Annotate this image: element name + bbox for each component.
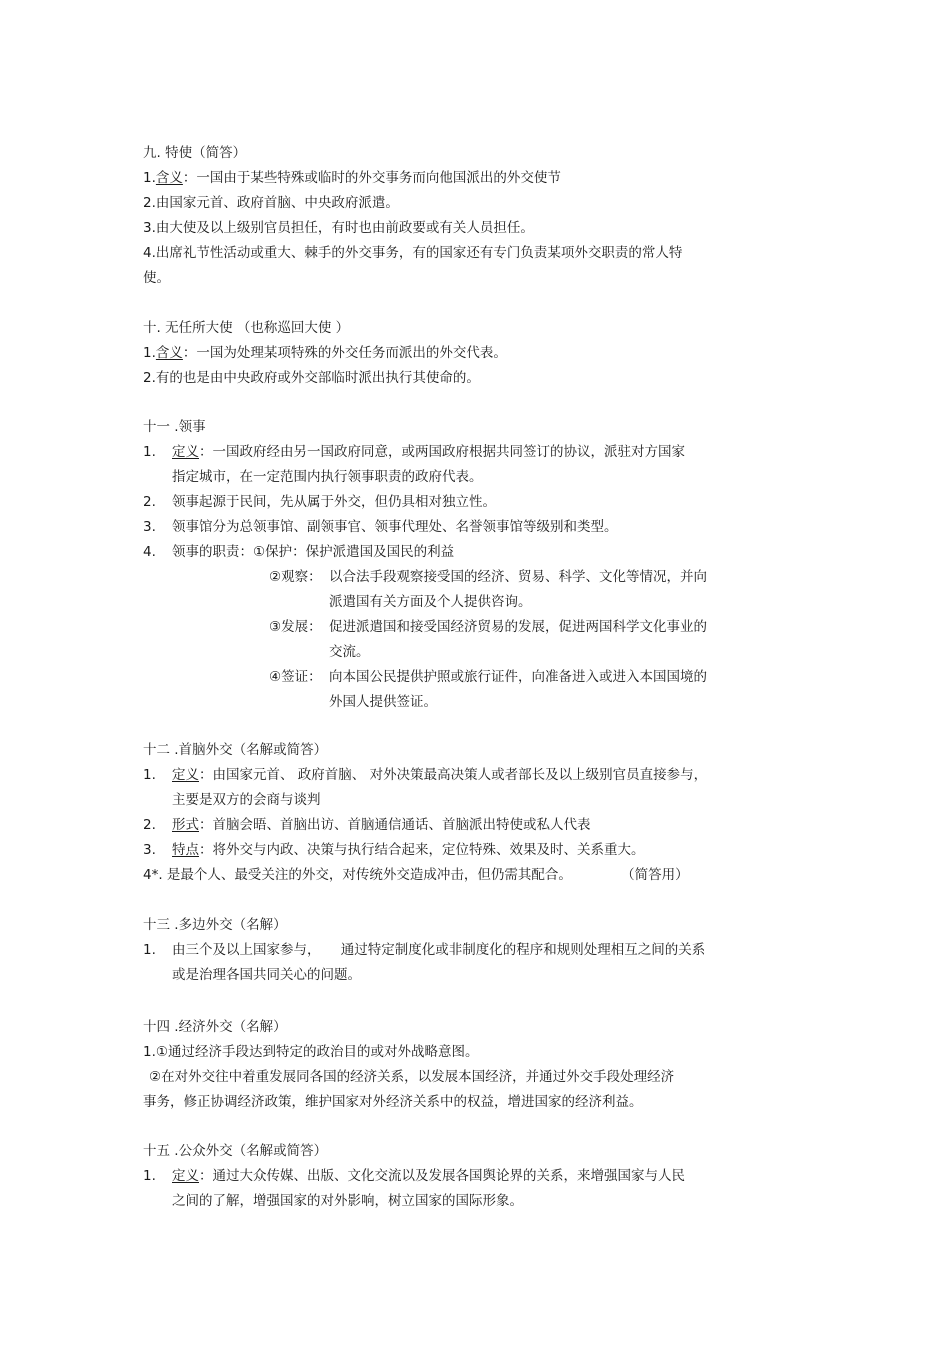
duty-observe [269,565,749,615]
section-summit-diplomacy [143,738,783,888]
list-item [143,938,783,988]
definition-term: 定义 [172,767,199,783]
item-text: 或是治理各国共同关心的问题。 [172,967,361,983]
definition-term: 定义 [172,444,199,460]
definition-text: ：一国政府经由另一国政府同意，或两国政府根据共同签订的协议，派驻对方国家 [199,444,685,460]
item-number: 1. [143,1168,156,1184]
section-title: 十一 .领事 [143,419,206,435]
section-title: 九. 特使（简答） [143,145,247,161]
list-item [143,863,783,888]
list-item [143,490,783,515]
item-number: 3. [143,519,156,535]
list-item-continuation: 使。 [143,270,170,286]
item-text: ：首脑会晤、首脑出访、首脑通信通话、首脑派出特使或私人代表 [199,817,591,833]
section-ambassador-at-large [143,316,783,391]
section-title: 十. 无任所大使 （也称巡回大使 ） [143,320,350,336]
list-item: 3.由大使及以上级别官员担任，有时也由前政要或有关人员担任。 [143,220,534,236]
item-number: 1. [143,345,156,361]
section-title: 十四 .经济外交（名解） [143,1019,287,1035]
definition-text: ：一国为处理某项特殊的外交任务而派出的外交代表。 [182,345,507,361]
item-number: 3. [143,842,156,858]
list-item [143,1164,783,1214]
item-number: 2. [143,494,156,510]
list-item [143,540,783,565]
list-item [143,838,783,863]
item-text: 领事馆分为总领事馆、副领事官、领事代理处、名誉领事馆等级别和类型。 [172,519,618,535]
definition-line [143,341,783,366]
list-item [143,440,783,490]
section-economic-diplomacy [143,1015,783,1115]
item-text: 领事起源于民间，先从属于外交，但仍具相对独立性。 [172,494,496,510]
definition-text: ：由国家元首、 政府首脑、 对外决策最高决策人或者部长及以上级别官员直接参与， [199,767,708,783]
list-item: 4.出席礼节性活动或重大、棘手的外交事务，有的国家还有专门负责某项外交职责的常人特 [143,245,683,261]
list-item: 1.①通过经济手段达到特定的政治目的或对外战略意图。 [143,1044,479,1060]
definition-term: 含义 [155,170,183,186]
item-number: 1. [143,767,156,783]
definition-term: 特点 [172,842,199,858]
section-special-envoy [143,141,783,291]
list-item [143,763,783,813]
definition-line [143,166,783,191]
list-item: 2.由国家元首、政府首脑、中央政府派遣。 [143,195,399,211]
list-item: ②在对外交往中着重发展同各国的经济关系，以发展本国经济，并通过外交手段处理经济 [149,1069,675,1085]
item-text: 由三个及以上国家参与， 通过特定制度化或非制度化的程序和规则处理相互之间的关系 [172,942,706,958]
item-number: 4. [143,544,156,560]
item-text: 4*. 是最个人、最受关注的外交，对传统外交造成冲击，但仍需其配合。 [143,867,572,883]
duty-develop [269,615,749,665]
definition-continuation: 之间的了解，增强国家的对外影响，树立国家的国际形象。 [172,1193,523,1209]
item-number: 2. [143,817,156,833]
duty-visa [269,665,749,715]
duty-label: ②观察： [269,569,322,585]
duty-text: 外国人提供签证。 [329,694,437,710]
item-text: 领事的职责：①保护：保护派遣国及国民的利益 [172,544,455,560]
item-number: 1. [143,444,156,460]
section-title: 十二 .首脑外交（名解或简答） [143,742,328,758]
list-item [143,515,783,540]
section-title: 十五 .公众外交（名解或简答） [143,1143,328,1159]
duty-text: 派遣国有关方面及个人提供咨询。 [329,594,532,610]
definition-text: ：一国由于某些特殊或临时的外交事务而向他国派出的外交使节 [182,170,561,186]
duty-label: ④签证： [269,669,322,685]
definition-text: ：通过大众传媒、出版、文化交流以及发展各国舆论界的关系，来增强国家与人民 [199,1168,685,1184]
list-item-continuation: 事务，修正协调经济政策，维护国家对外经济关系中的权益，增进国家的经济利益。 [143,1094,643,1110]
duty-text: 向本国公民提供护照或旅行证件，向准备进入或进入本国国境的 [329,669,707,685]
item-text: ：将外交与内政、决策与执行结合起来，定位特殊、效果及时、关系重大。 [199,842,645,858]
section-consul [143,415,783,715]
definition-term: 定义 [172,1168,199,1184]
definition-continuation: 主要是双方的会商与谈判 [172,792,321,808]
definition-term: 含义 [155,345,183,361]
duty-text: 促进派遣国和接受国经济贸易的发展，促进两国科学文化事业的 [329,619,707,635]
list-item [143,813,783,838]
section-title: 十三 .多边外交（名解） [143,917,287,933]
duty-text: 交流。 [329,644,370,660]
section-multilateral-diplomacy [143,913,783,988]
item-number: 1. [143,170,156,186]
duty-label: ③发展： [269,619,322,635]
item-note: （简答用） [627,867,689,883]
duty-text: 以合法手段观察接受国的经济、贸易、科学、文化等情况，并向 [329,569,707,585]
definition-term: 形式 [172,817,199,833]
item-number: 1. [143,942,156,958]
definition-continuation: 指定城市，在一定范围内执行领事职责的政府代表。 [172,469,483,485]
section-public-diplomacy [143,1139,783,1214]
list-item: 2.有的也是由中央政府或外交部临时派出执行其使命的。 [143,370,480,386]
